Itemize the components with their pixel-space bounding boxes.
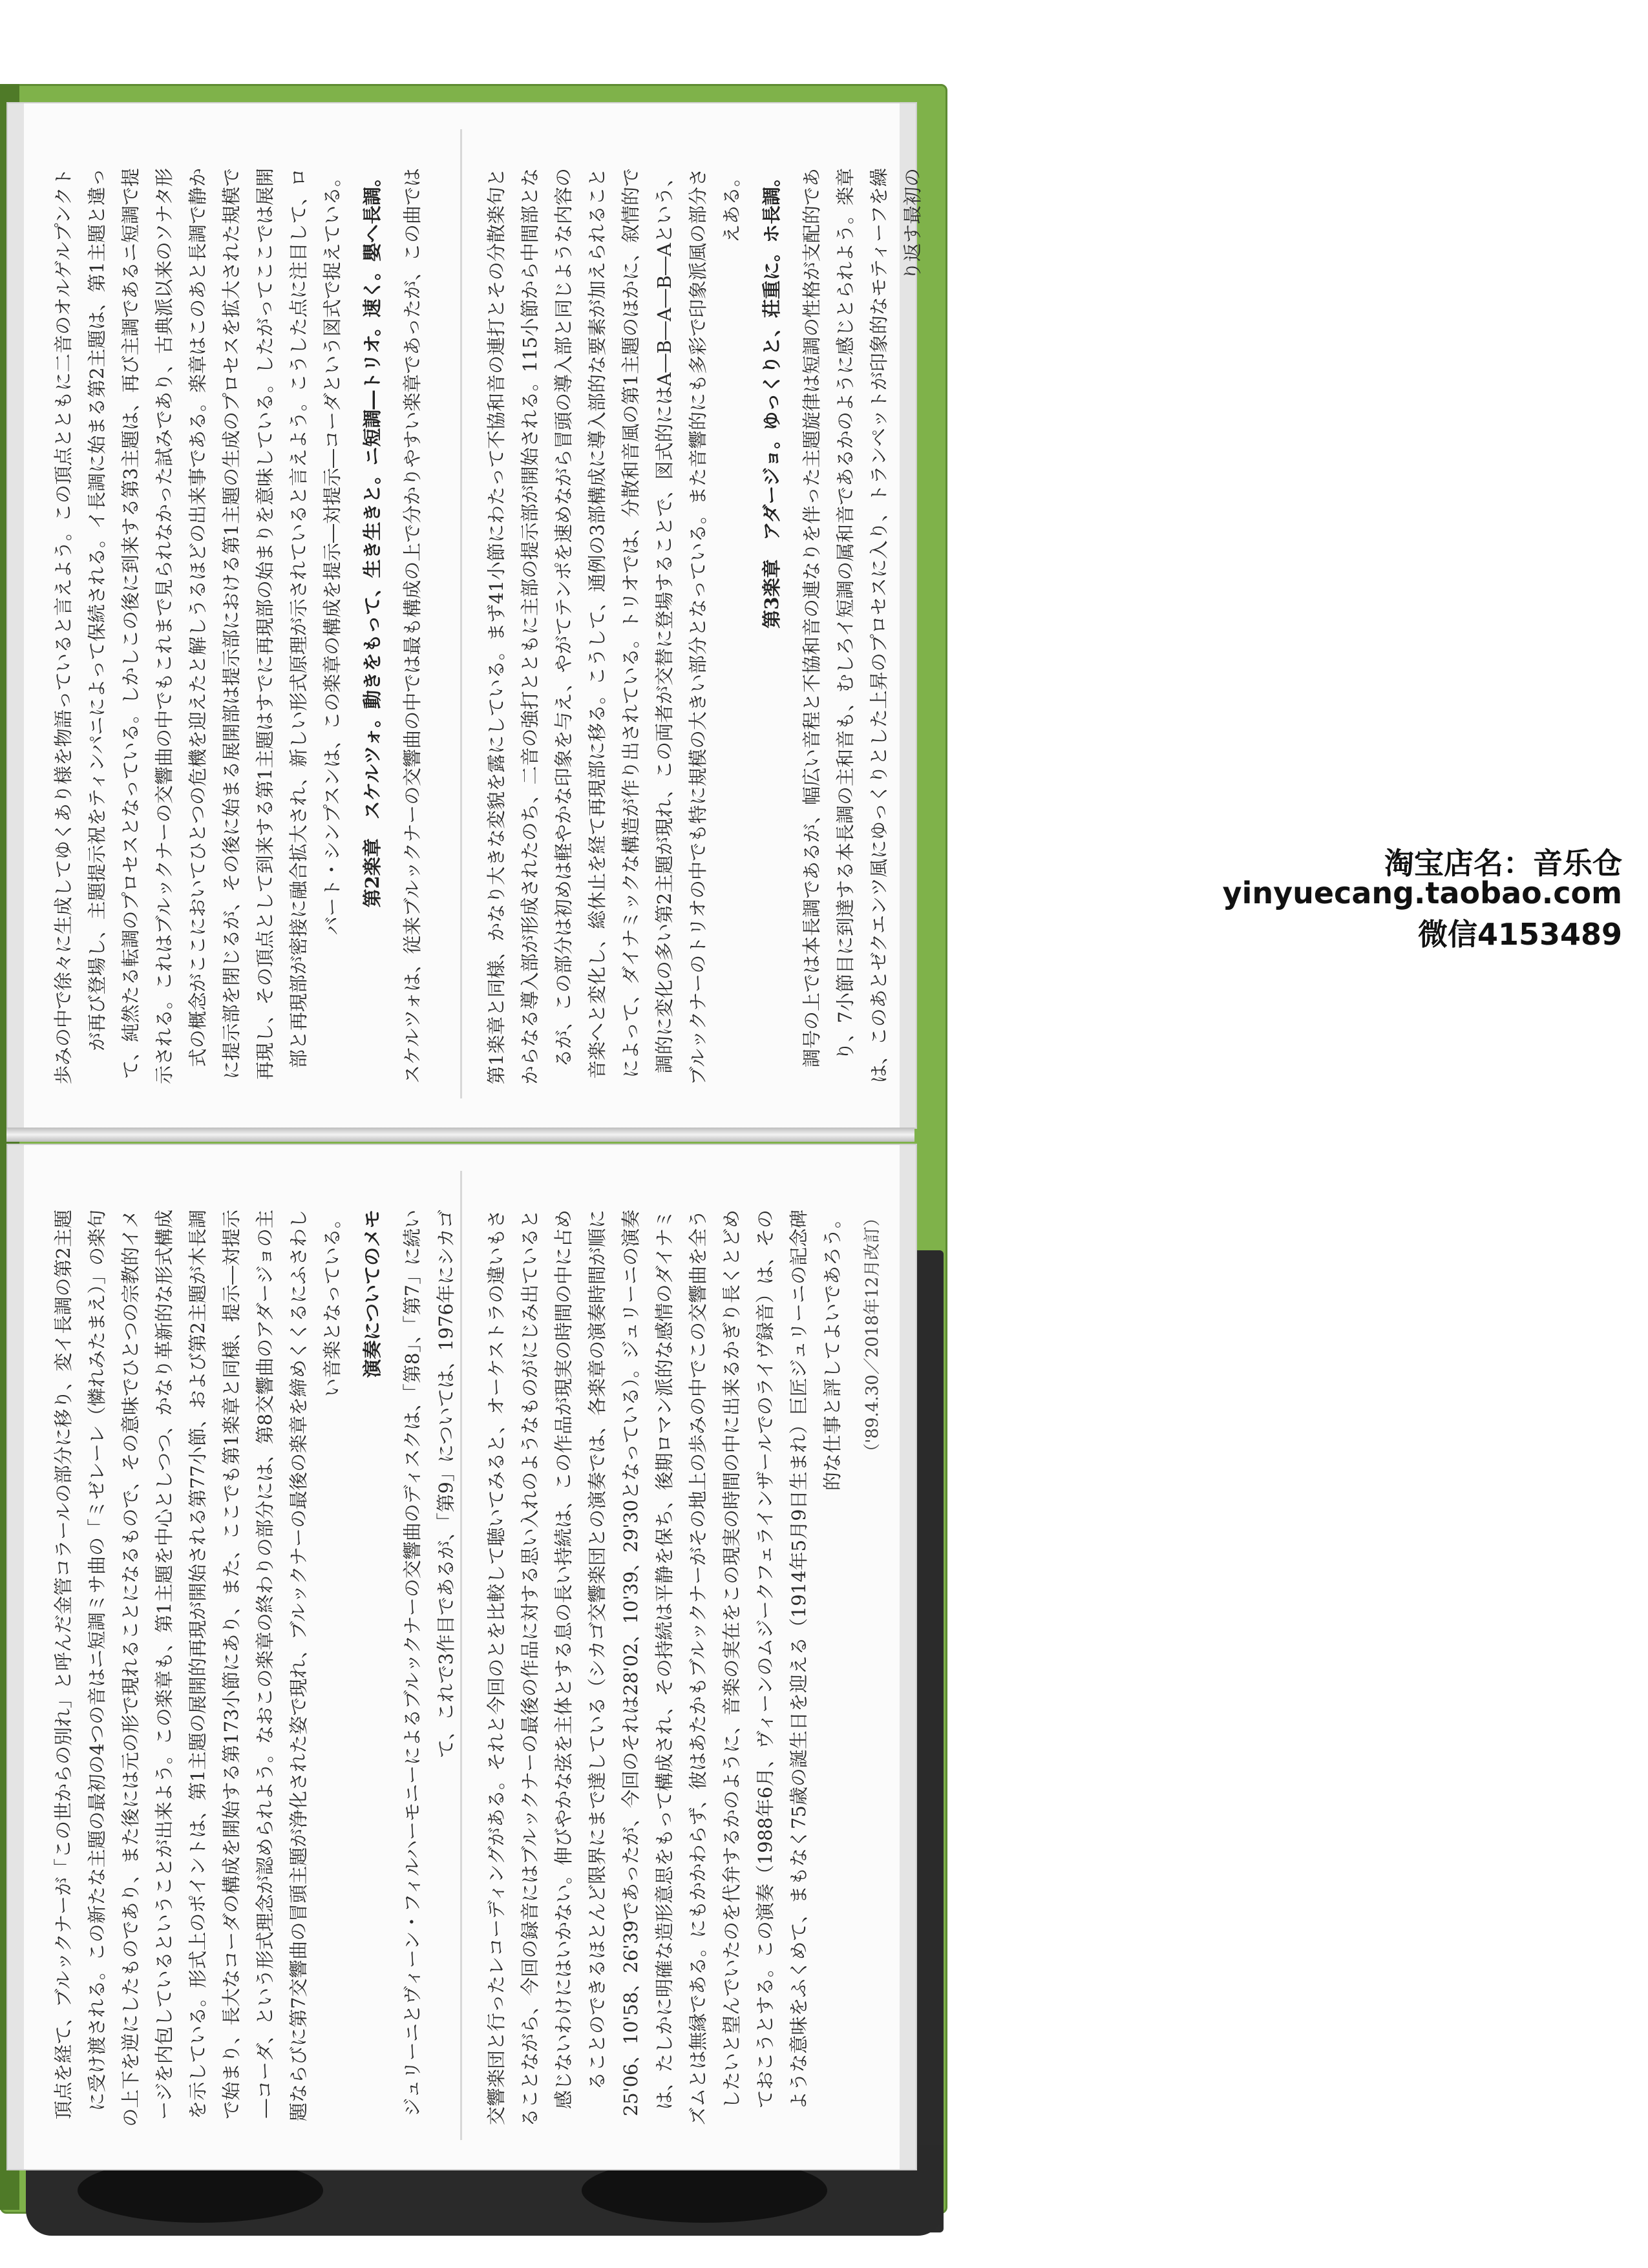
paragraph: 歩みの中で徐々に生成してゆくあり様を物語っていると言えよう。この頂点とともに二音のオルゲルプンクトが再び登場し、主題提示祝をティンパニによって保続される。イ長調に始まる第2主題は、第1主題と違って、純然たる転調のプロセスとなっている。しかしこの後に到来する第3主題は、再び主調であるニ短調で提示される。これはブルックナーの交響曲の中でもこれまで見られなかった試みであり、古典派以来のソナタ形式の概念がここにおいてひとつの危機を迎えたと解しうるほどの出来事である。楽章はこのあと長調で静かに提示部を閉じるが、その後に始まる展開部は提示部における第1主題の生成のプロセスを拡大された規模で再現し、その頂点として到来する第1主題はすでに再現部の始まりを意味している。したがってここでは展開部と再現部が密接に融合拡大され、新しい形式原理が示されていると言えよう。こうした点に注目して、ロバート・シンプスンは、この楽章の構成を提示―対提示―コーダという図式で捉えている。	[52, 168, 343, 1085]
page1-left-column	[47, 168, 447, 1086]
date-note: （'89.4.30／2018年12月改訂）	[863, 1210, 882, 1460]
paragraph: ジュリーニとヴィーン・フィルハーモニーによるブルックナーの交響曲のディスクは、「第8」、「第7」に続いて、これで3作目であるが、「第9」については、1976年にシカゴ	[401, 1210, 457, 2117]
page-edge-shade-left	[8, 1145, 24, 2169]
watermark-url: yinyuecang.taobao.com	[1222, 876, 1622, 910]
paragraph: スケルツォは、従来ブルックナーの交響曲の中では最も構成の上で分かりやすい楽章であったが、この曲では	[401, 168, 423, 1084]
paragraph: 頂点を経て、ブルックナーが「この世からの別れ」と呼んだ金管コラールの部分に移り、変イ長調の第2主題に受け渡される。この新たな主題の最初の4つの音はニ短調ミサ曲の「ミゼレーレ（憐れみたまえ）」の楽句の上下を逆にしたものであり、また後には元の形で現れることになるもので、その意味でひとつの宗教的イメージを内包しているということが出来よう。この楽章も、第1主題を中心としつつ、かなり革新的な形式構成を示している。形式上のポイントは、第1主題の展開的再現が開始される第77小節、および第2主題が木長調で始まり、長大なコーダの構成を開始する第173小節にあり、また、ここでも第1楽章と同様、提示―対提示―コーダ、という形式理念が認められよう。なおこの楽章の終わりの部分には、第8交響曲のアダージョの主題ならびに第7交響曲の冒頭主題が浄化された姿で現れ、ブルックナーの最後の楽章を締めくくるにふさわしい音楽となっている。	[52, 1210, 343, 2127]
page2-left-column	[47, 1210, 457, 2127]
watermark-wechat: 微信4153489	[1417, 917, 1622, 952]
section-heading: 演奏についてのメモ	[361, 1210, 383, 1378]
page2-right-column	[480, 1210, 880, 2127]
column-divider	[460, 129, 462, 1098]
booklet-gutter	[6, 1128, 914, 1142]
page-edge-shade	[900, 1145, 916, 2169]
booklet-page-1	[6, 102, 924, 1129]
watermark-shop-name: 淘宝店名：音乐仓	[1384, 846, 1622, 881]
page1-right-column	[480, 168, 924, 1086]
page-edge-shade-left	[8, 103, 24, 1128]
paragraph: 交響楽団と行ったレコーディングがある。それと今回のとを比較して聴いてみると、オーケストラの違いもさることながら、今回の録音にはブルックナーの最後の作品に対する思い入れのようなものがにじみ出ていると感じないわけにはいかない。伸びやかな弦を主体とする息の長い持続は、この作品が現実の時間の中に占めることのできるほとんど限界にまで達している（シカゴ交響楽団との演奏では、各楽章の演奏時間が順に25'06、10'58、26'39であったが、今回のそれは28'02、10'39、29'30となっている）。ジュリーニの演奏は、たしかに明確な造形意思をもって構成され、その持続は平静を保ち、後期ロマン派的な感情のダイナミズムとは無縁である。にもかかわらず、彼はあたかもブルックナーがその地上の歩みの中でこの交響曲を全うしたいと望んでいたのを代弁するかのように、音楽の実在をこの現実の時間の中に出来るかぎり長くとどめておこうとする。この演奏（1988年6月、ヴィーンのムジークフェラインザールでのライヴ録音）は、そのような意味をふくめて、まもなく75歳の誕生日を迎える（1914年5月9日生まれ）巨匠ジュリーニの記念碑的な仕事と評してよいであろう。	[485, 1210, 843, 2127]
booklet-page-2	[6, 1144, 917, 2170]
movement-heading: 第3楽章 アダージョ。ゆっくりと、荘重に。ホ長調。	[761, 168, 783, 629]
movement-heading: 第2楽章 スケルツォ。動きをもって、生き生きと。ニ短調―トリオ。速く。嬰ヘ長調。	[361, 168, 383, 908]
paragraph: 調号の上では本長調であるが、幅広い音程と不協和音の連なりを伴った主題旋律は短調の性格が支配的であり、7小節目に到達する本長調の主和音も、むしろイ短調の属和音であるかのように感じとられよう。楽章は、このあとゼクエンツ風にゆっくりとした上昇のプロセスに入り、トランペットが印象的なモティーフを繰り返す最初の	[801, 168, 924, 1084]
paragraph: 第1楽章と同様、かなり大きな変貌を露にしている。まず41小節にわたって不協和音の連打とその分散楽句とからなる導入部が形成されたのち、二音の強打とともに主部の提示部が開始される。115小節から中間部となるが、この部分は初めは軽やかな印象を与え、やがてテンポを速めながら冒頭の導入部と同じような内容の音楽へと変化し、総休止を経て再現部に移る。こうして、通例の3部構成に導入部的な要素が加えられることによって、ダイナミックな構造が作り出されている。トリオでは、分散和音風の第1主題のほかに、叙情的で調的に変化の多い第2主題が現れ、この両者が交替に登場することで、図式的にはA―B―A―B―Aという、ブルックナーのトリオの中でも特に規模の大きい部分となっている。また音響的にも多彩で印象派風の部分さえある。	[485, 168, 743, 1086]
